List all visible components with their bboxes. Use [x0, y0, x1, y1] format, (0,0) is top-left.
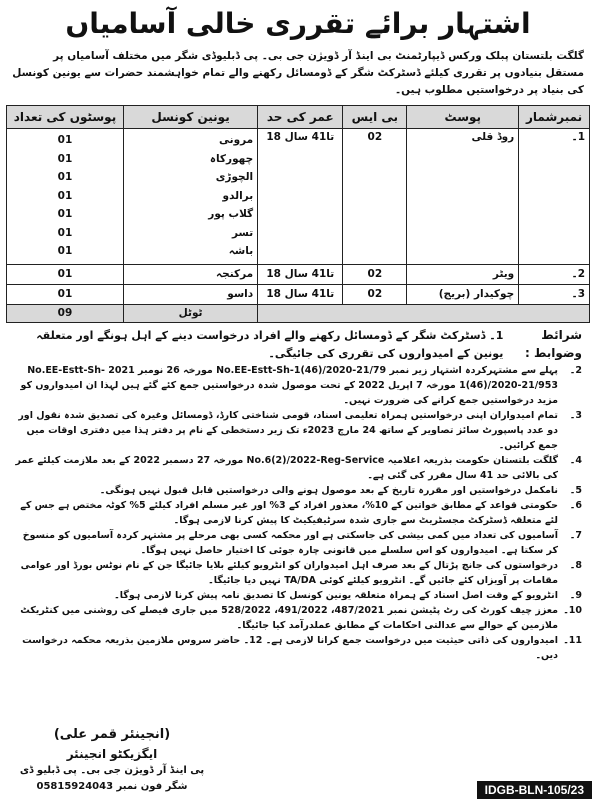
post-count: 01: [57, 171, 73, 183]
post-count: 01: [57, 208, 73, 220]
post-count: 01: [57, 134, 73, 146]
conditions-list: [4, 363, 592, 663]
header-bps: بی ایس: [343, 106, 407, 129]
union-council-name: چھورکاہ: [209, 152, 254, 165]
list-item: [14, 483, 582, 498]
union-council-name: تسر: [231, 226, 254, 239]
row-post-count: 01: [7, 264, 124, 284]
row-post: روڈ قلی: [407, 129, 519, 265]
condition-text: تمام امیدواران اپنی درخواستیں ہمراہ تعلیمی اسناد، قومی شناختی کارڈ، ڈومسائل وغیرہ کی تصدیق شدہ نقول اور دو عدد پاسپورٹ سائز تصاویر کے ساتھ 24 مارچ 2023ء تک زیر دستخطی کے نام پر دفتر ہذا میں دفتری اوقات میں جمع کرائیں۔: [18, 409, 558, 451]
row-bps: 02: [343, 129, 407, 265]
total-row: [7, 304, 590, 322]
row-union-council: مرکنجہ: [123, 264, 257, 284]
condition-text: درخواستوں کی جانچ پڑتال کے بعد صرف اہل امیدواران کو انٹرویو کیلئے بلایا جائیگا جن کے نام نوٹس بورڈ اور عوامی مقامات پر آویزاں کئے جائیں گے۔ انٹرویو کیلئے کوئی TA/DA نہیں دیا جائیگا۔: [20, 559, 558, 586]
ad-title: اشتہار برائے تقرری خالی آسامیاں: [65, 7, 531, 40]
post-count: 01: [57, 226, 73, 239]
list-item: [14, 363, 582, 408]
condition-number: 3۔: [569, 409, 582, 421]
condition-text: نامکمل درخواستیں اور مقررہ تاریخ کے بعد موصول ہونے والی درخواستیں قابل قبول نہیں ہونگی۔: [99, 484, 558, 496]
condition-text: امیدواروں کی ذاتی حیثیت میں درخواست جمع کرانا لازمی ہے۔ 12۔ حاضر سروس ملازمین بذریعہ محکمہ درخواست دیں۔: [22, 634, 558, 661]
condition-number: 9۔: [569, 589, 582, 601]
row-post-counts: [7, 129, 124, 265]
union-council-name: مرونی: [219, 134, 254, 146]
list-item: [14, 588, 582, 603]
condition-number: 5۔: [569, 484, 582, 496]
posts-table-header: [7, 106, 590, 129]
union-council-name: الچوڑی: [215, 171, 254, 183]
row-post: ویٹر: [407, 264, 519, 284]
condition-number: 7۔: [569, 529, 582, 541]
row-age: [258, 264, 343, 284]
table-row: [7, 284, 590, 304]
condition-text: آسامیوں کی تعداد میں کمی بیشی کی جاسکتی ہے اور محکمہ کسی بھی مرحلے پر مشتہر کردہ آسامیوں کو منسوخ کر سکتا ہے۔ امیدواروں کو اس سلسلے میں قانونی چارہ جوئی کا اختیار حاصل نہیں ہوگا۔: [22, 529, 558, 556]
condition-number: 10۔: [563, 604, 582, 616]
union-council-name: گلاب پور: [208, 208, 254, 220]
total-value: 09: [7, 304, 124, 322]
conditions-heading-line: [4, 323, 592, 363]
row-bps: 02: [343, 264, 407, 284]
header-union-council: یونین کونسل: [123, 106, 257, 129]
post-count: 01: [57, 245, 73, 257]
signatory-office: پی اینڈ آر ڈویژن جی بی۔ پی ڈبلیو ڈی شگر فون نمبر 05815924043: [19, 765, 205, 792]
reference-number: IDGB-BLN-105/23: [477, 781, 592, 799]
condition-number: 4۔: [569, 454, 582, 466]
signatory-designation: ایگزیکٹو انجینئر: [66, 747, 158, 761]
condition-number: 8۔: [569, 559, 582, 571]
list-item: [14, 558, 582, 588]
signatory-name: (انجینئر قمر علی): [53, 727, 171, 742]
condition-text: انٹرویو کے وقت اصل اسناد کے ہمراہ متعلقہ یونین کونسل کا تصدیق نامہ پیش کرنا لازمی ہوگا۔: [114, 589, 558, 601]
header-age: عمر کی حد: [258, 106, 343, 129]
header-sno: نمبرشمار: [519, 106, 590, 129]
list-item: [14, 408, 582, 453]
condition-number: 6۔: [569, 499, 582, 511]
condition-number: 11۔: [563, 634, 582, 646]
footer: [4, 725, 592, 799]
row-sno: 2۔: [519, 264, 590, 284]
condition-number: 2۔: [569, 364, 582, 376]
post-count: 01: [57, 152, 73, 165]
conditions-heading: شرائط وضوابط :: [524, 327, 582, 360]
row-union-council: داسو: [123, 284, 257, 304]
row-age-text: 18 تا41 سال: [266, 131, 335, 143]
list-item: [14, 603, 582, 633]
header-post-count: پوسٹوں کی تعداد: [7, 106, 124, 129]
list-item: [14, 528, 582, 558]
table-row: [7, 264, 590, 284]
signature-block: [12, 725, 212, 795]
list-item: [14, 633, 582, 663]
row-age-text: 18 تا41 سال: [266, 267, 335, 280]
total-spacer: [258, 304, 590, 322]
row-sno: 1۔: [519, 129, 590, 265]
row-union-councils: [123, 129, 257, 265]
post-count: 01: [57, 189, 73, 202]
condition-text: معزز چیف کورٹ کی رٹ پٹیشن نمبر 487/2021، 491/2022، 528/2022 میں جاری فیصلے کی روشنی میں کنٹریکٹ ملازمین کے حوالے سے عدالتی احکامات کے مطابق عملدرآمد کیا جائیگا۔: [20, 604, 558, 631]
ad-intro: گلگت بلتستان پبلک ورکس ڈیپارٹمنٹ بی اینڈ آر ڈویژن جی بی۔ پی ڈبلیوڈی شگر میں مختلف آسامیاں پر مستقل بنیادوں پر تقرری کیلئے ڈسٹرکٹ شگر کے ڈومسائل رکھنے والے تمام خواہشمند حضرات سے یونین کونسل کی بنیاد پر درخواستیں مطلوب ہیں۔: [12, 50, 584, 96]
table-row: [7, 129, 590, 265]
row-age: [258, 129, 343, 265]
posts-table: [6, 105, 590, 323]
row-bps: 02: [343, 284, 407, 304]
condition-text: پہلے سے مشتہرکردہ اشتہار زیر نمبر No.EE-Estt-Sh-1(46)/2020-21/79 مورخہ 26 نومبر 2021 No.EE-Estt-Sh-1(46)/2020-21/953 مورخہ 7 اپریل 2022 کے تحت موصول شدہ درخواستیں جمع کئے گئے ہیں لہذا ان امیدواروں کو مزید درخواستیں جمع کرانے کی ضرورت نہیں۔: [20, 364, 558, 406]
row-sno: 3۔: [519, 284, 590, 304]
union-council-name: باشہ: [228, 245, 254, 257]
header-post: پوسٹ: [407, 106, 519, 129]
condition-first: 1۔ ڈسٹرکٹ شگر کے ڈومسائل رکھنے والے افراد درخواست دینے کے اہل ہونگے اور متعلقہ یونین کے امیدواروں کی تقرری کی جائیگی۔: [36, 328, 504, 360]
row-age: [258, 284, 343, 304]
condition-text: حکومتی قواعد کے مطابق خواتین کے 10%، معذور افراد کے 3% اور غیر مسلم افراد کیلئے 5% کوٹہ مختص ہے جس کے لئے متعلقہ ڈسٹرکٹ مجسٹریٹ سے جاری شدہ سرٹیفیکیٹ کا پیش کرنا لازمی ہوگا۔: [20, 499, 558, 526]
union-council-name: برالدو: [222, 189, 254, 202]
list-item: [14, 453, 582, 483]
row-age-text: 18 تا41 سال: [266, 287, 335, 300]
condition-text: گلگت بلتستان حکومت بذریعہ اعلامیہ No.6(2)/2022-Reg-Service مورخہ 27 دسمبر 2022 کے بعد ملازمت کیلئے عمر کی بالائی حد 41 سال مقرر کی گئی ہے۔: [15, 454, 558, 481]
row-post: چوکیدار (بریج): [407, 284, 519, 304]
total-label: ٹوٹل: [123, 304, 257, 322]
row-post-count: 01: [7, 284, 124, 304]
list-item: [14, 498, 582, 528]
